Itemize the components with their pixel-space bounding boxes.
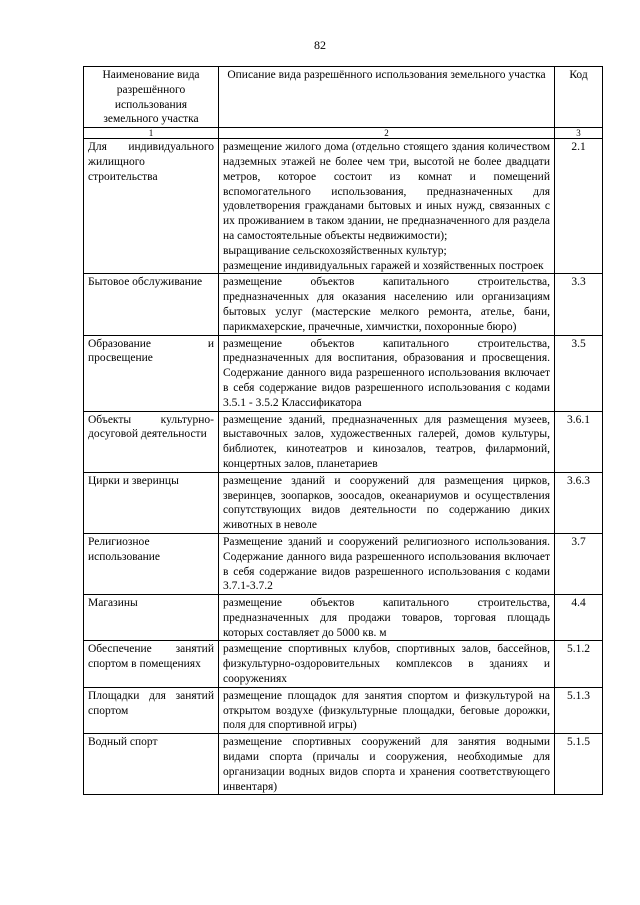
use-code-cell: 3.6.1 — [555, 411, 603, 472]
column-number: 1 — [84, 128, 219, 139]
use-code-cell: 3.7 — [555, 533, 603, 594]
use-description-cell — [219, 139, 555, 274]
table-row — [84, 139, 603, 274]
column-number: 2 — [219, 128, 555, 139]
use-description-cell — [219, 687, 555, 733]
use-name-cell: Площадки для занятий спортом — [84, 687, 219, 733]
table-row — [84, 595, 603, 641]
page-number: 82 — [314, 38, 326, 52]
use-code-cell: 5.1.2 — [555, 641, 603, 687]
table-row — [84, 734, 603, 795]
use-name-cell: Религиозное использование — [84, 533, 219, 594]
use-code-cell: 2.1 — [555, 139, 603, 274]
table-row — [84, 533, 603, 594]
description-paragraph: размещение площадок для занятия спортом и физкультурой на открытом воздухе (физкультурные площадки, беговые дорожки, поля для спортивной игры) — [223, 689, 550, 732]
description-paragraph: размещение объектов капитального строительства, предназначенных для оказания населению или организациям бытовых услуг (мастерские мелкого ремонта, ателье, бани, парикмахерские, прачечные, химчистки, похоронные бюро) — [223, 276, 550, 333]
table-header-row — [84, 67, 603, 128]
use-name-cell: Обеспечение занятий спортом в помещениях — [84, 641, 219, 687]
description-paragraph: размещение зданий и сооружений для размещения цирков, зверинцев, зоопарков, зоосадов, океанариумов и осуществления сопутствующих видов деятельности по содержанию диких животных в неволе — [223, 474, 550, 532]
use-name-cell: Образование и просвещение — [84, 335, 219, 411]
use-description-cell — [219, 533, 555, 594]
header-name: Наименование вида разрешённого использования земельного участка — [84, 67, 219, 128]
use-name-cell: Объекты культурно-досуговой деятельности — [84, 411, 219, 472]
description-paragraph: размещение индивидуальных гаражей и хозяйственных построек — [223, 259, 544, 272]
use-code-cell: 3.5 — [555, 335, 603, 411]
header-description: Описание вида разрешённого использования земельного участка — [219, 67, 555, 128]
use-code-cell: 4.4 — [555, 595, 603, 641]
description-paragraph: размещение объектов капитального строительства, предназначенных для воспитания, образования и просвещения. Содержание данного вида разрешенного использования включает в себя содержание видов разрешенного использования с кодами 3.5.1 - 3.5.2 Классификатора — [223, 337, 550, 409]
table-row — [84, 335, 603, 411]
description-paragraph: размещение объектов капитального строительства, предназначенных для продажи товаров, торговая площадь которых составляет до 5000 кв. м — [223, 597, 550, 639]
table-row — [84, 641, 603, 687]
use-description-cell — [219, 335, 555, 411]
table-row — [84, 687, 603, 733]
use-description-cell — [219, 734, 555, 795]
header-code: Код — [555, 67, 603, 128]
table-row — [84, 411, 603, 472]
use-description-cell — [219, 595, 555, 641]
use-name-cell: Цирки и зверинцы — [84, 472, 219, 533]
table-row — [84, 472, 603, 533]
table-row — [84, 274, 603, 335]
use-description-cell — [219, 641, 555, 687]
column-number: 3 — [555, 128, 603, 139]
use-name-cell: Магазины — [84, 595, 219, 641]
land-use-table — [83, 66, 603, 795]
description-paragraph: Размещение зданий и сооружений религиозного использования. Содержание данного вида разрешенного использования включает в себя содержание видов разрешенного использования с кодами 3.7.1-3.7.2 — [223, 535, 550, 593]
use-description-cell — [219, 472, 555, 533]
use-name-cell: Бытовое обслуживание — [84, 274, 219, 335]
use-code-cell: 3.3 — [555, 274, 603, 335]
description-paragraph: размещение спортивных клубов, спортивных залов, бассейнов, физкультурно-оздоровительных комплексов в зданиях и сооружениях — [223, 643, 550, 686]
column-number-row — [84, 128, 603, 139]
use-code-cell: 3.6.3 — [555, 472, 603, 533]
use-name-cell: Водный спорт — [84, 734, 219, 795]
use-code-cell: 5.1.5 — [555, 734, 603, 795]
use-description-cell — [219, 411, 555, 472]
use-code-cell: 5.1.3 — [555, 687, 603, 733]
description-paragraph: размещение зданий, предназначенных для размещения музеев, выставочных залов, художественных галерей, домов культуры, библиотек, кинотеатров и кинозалов, театров, филармоний, концертных залов, планетариев — [223, 413, 550, 470]
description-paragraph: размещение жилого дома (отдельно стоящего здания количеством надземных этажей не более чем три, высотой не более двадцати метров, которое состоит из комнат и помещений вспомогательного использования, предназначенных для удовлетворения гражданами бытовых и иных нужд, связанных с их проживанием в таком здании, не предназначенного для раздела на самостоятельные объекты недвижимости); — [223, 141, 550, 242]
description-paragraph: выращивание сельскохозяйственных культур; — [223, 244, 447, 257]
table-body — [84, 139, 603, 795]
use-description-cell — [219, 274, 555, 335]
use-name-cell: Для индивидуального жилищного строительства — [84, 139, 219, 274]
description-paragraph: размещение спортивных сооружений для занятия водными видами спорта (причалы и сооружения, необходимые для организации водных видов спорта и хранения соответствующего инвентаря) — [223, 736, 550, 793]
